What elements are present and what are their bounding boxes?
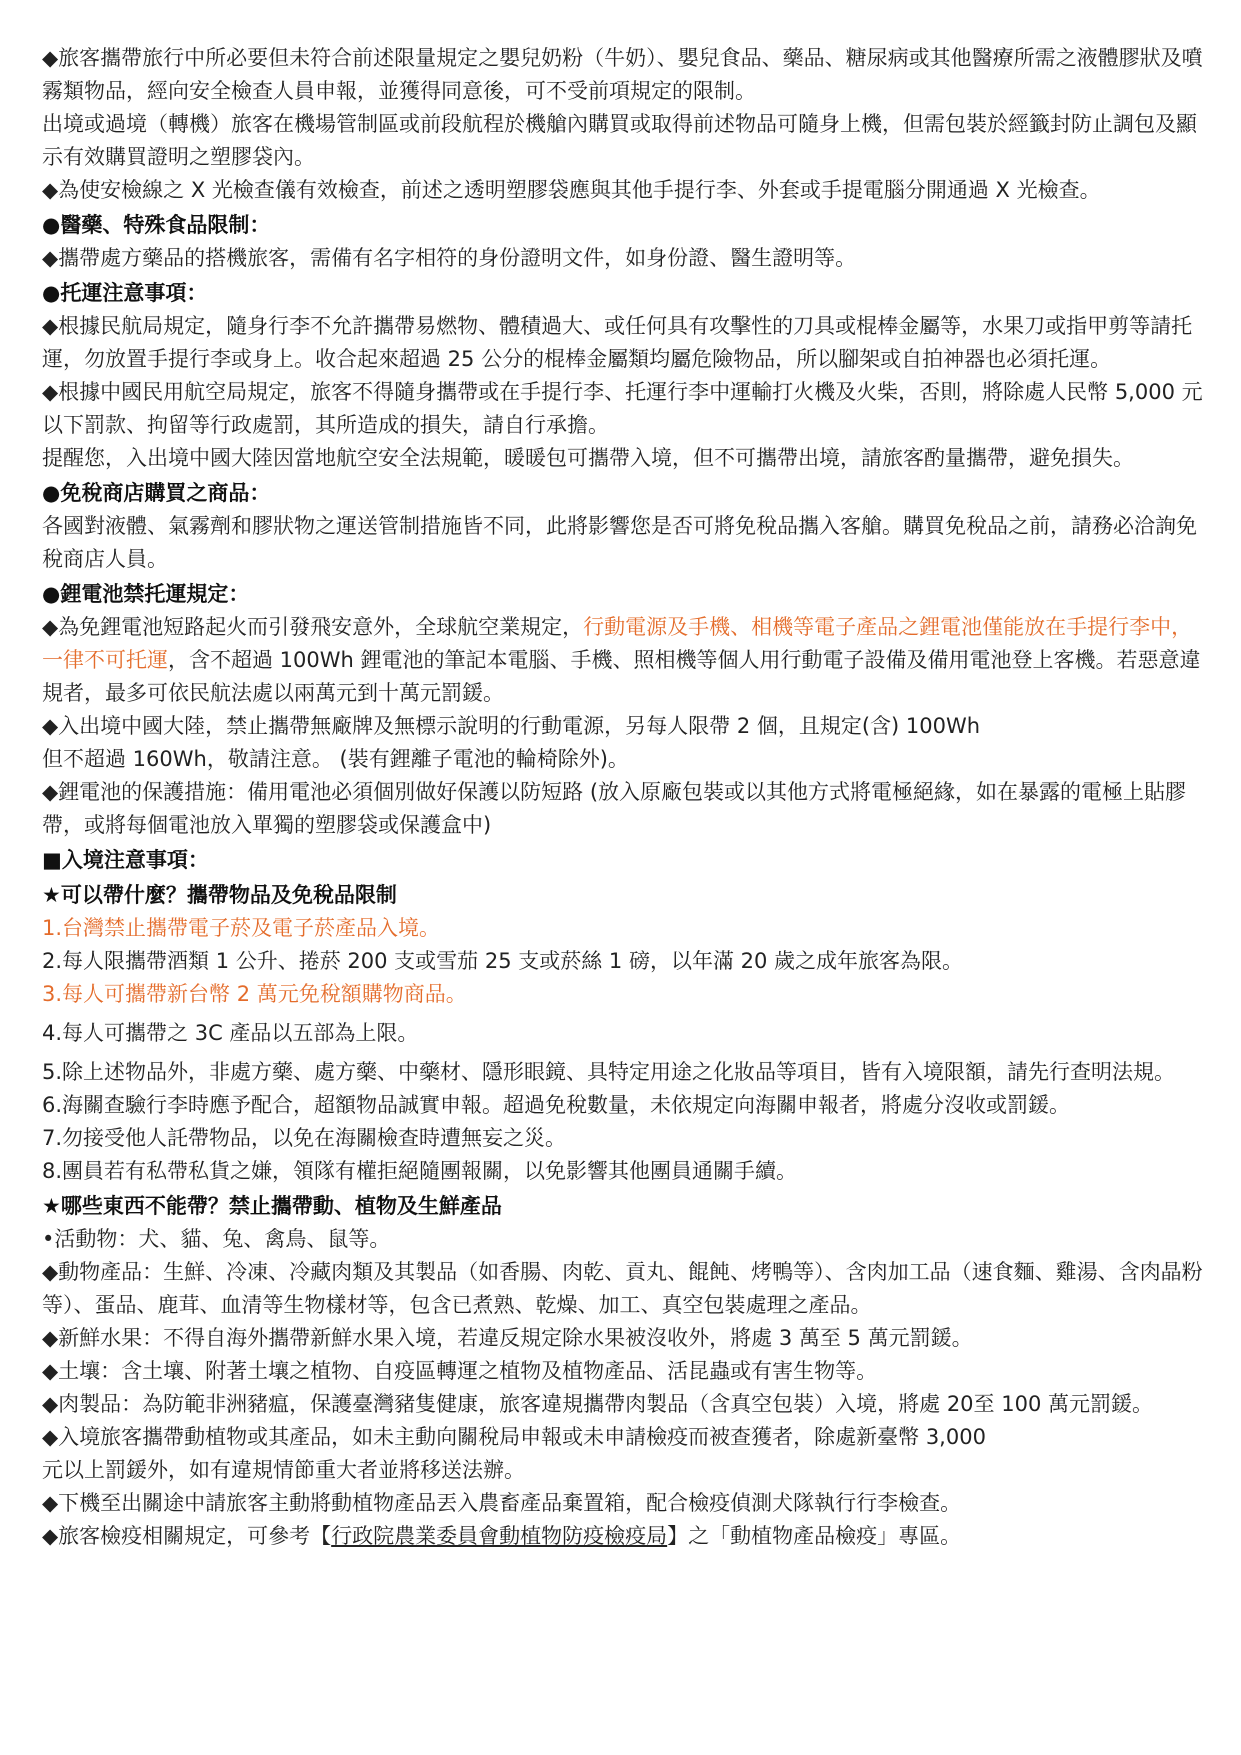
intro-paragraph-2: 出境或過境（轉機）旅客在機場管制區或前段航程於機艙內購買或取得前述物品可隨身上機，但需包裝於經籤封防止調包及顯示有效購買證明之塑膠袋內。 bbox=[42, 112, 1197, 169]
entry-item-5: 5.除上述物品外，非處方藥、處方藥、中藥材、隱形眼鏡、具特定用途之化妝品等項目，皆有入境限額，請先行查明法規。 bbox=[42, 1060, 1176, 1084]
reference-text-b: 】之「動植物產品檢疫」專區。 bbox=[667, 1524, 962, 1548]
entry-item-4: 4.每人可攜帶之 3C 產品以五部為上限。 bbox=[42, 1021, 419, 1045]
battery-heading: ●鋰電池禁托運規定： bbox=[42, 582, 250, 606]
entry-heading: ■入境注意事項： bbox=[42, 848, 209, 872]
medicine-heading: ●醫藥、特殊食品限制： bbox=[42, 213, 271, 237]
battery-text-a: ◆為免鋰電池短路起火而引發飛安意外，全球航空業規定， bbox=[42, 615, 584, 639]
dutyfree-heading: ●免稅商店購買之商品： bbox=[42, 481, 271, 505]
ban-item-2: ◆動物產品：生鮮、冷凍、冷藏肉類及其製品（如香腸、肉乾、貢丸、餛飩、烤鴨等）、含肉加工品（速食麵、雞湯、含肉晶粉等）、蛋品、鹿茸、血清等生物樣材等，包含已煮熟、乾燥、加工、真空包裝處理之產品。 bbox=[42, 1260, 1203, 1317]
entry-item-2: 2.每人限攜帶酒類 1 公升、捲菸 200 支或雪茄 25 支或菸絲 1 磅，以年滿 20 歲之成年旅客為限。 bbox=[42, 949, 964, 973]
ban-item-1: •活動物：犬、貓、兔、禽鳥、鼠等。 bbox=[42, 1227, 391, 1251]
ban-item-6: ◆入境旅客攜帶動植物或其產品，如未主動向關稅局申報或未申請檢疫而被查獲者，除處新臺幣 3,000 bbox=[42, 1425, 986, 1449]
checked-paragraph-3: 提醒您，入出境中國大陸因當地航空安全法規範，暖暖包可攜帶入境，但不可攜帶出境，請旅客酌量攜帶，避免損失。 bbox=[42, 446, 1134, 470]
battery-highlight: 行動電源及手機、相機等電子產品之鋰電池僅能放在手提行李中，一律不可托運 bbox=[42, 615, 1193, 672]
battery-paragraph-4: ◆鋰電池的保護措施：備用電池必須個別做好保護以防短路 (放入原廠包裝或以其他方式將電極絕緣，如在暴露的電極上貼膠帶，或將每個電池放入單獨的塑膠袋或保護盒中) bbox=[42, 780, 1187, 837]
reference-text-a: ◆旅客檢疫相關規定，可參考【 bbox=[42, 1524, 332, 1548]
ban-item-7: 元以上罰鍰外，如有違規情節重大者並將移送法辦。 bbox=[42, 1458, 525, 1482]
ban-item-5: ◆肉製品：為防範非洲豬瘟，保護臺灣豬隻健康，旅客違規攜帶肉製品（含真空包裝）入境，將處 20至 100 萬元罰鍰。 bbox=[42, 1392, 1153, 1416]
entry-item-1: 1.台灣禁止攜帶電子菸及電子菸產品入境。 bbox=[42, 916, 441, 940]
ban-item-8: ◆下機至出關途中請旅客主動將動植物產品丟入農畜產品棄置箱，配合檢疫偵測犬隊執行行李檢查。 bbox=[42, 1491, 962, 1515]
checked-paragraph-1: ◆根據民航局規定，隨身行李不允許攜帶易燃物、體積過大、或任何具有攻擊性的刀具或棍棒金屬等，水果刀或指甲剪等請托運，勿放置手提行李或身上。收合起來超過 25 公分的棍棒金屬類均屬危險物品，所以腳架或自拍神器也必須托運。 bbox=[42, 314, 1193, 371]
entry-item-3: 3.每人可攜帶新台幣 2 萬元免稅額購物商品。 bbox=[42, 982, 467, 1006]
battery-paragraph-3: 但不超過 160Wh，敬請注意。 (裝有鋰離子電池的輪椅除外)。 bbox=[42, 747, 629, 771]
entry-item-7: 7.勿接受他人託帶物品，以免在海關檢查時遭無妄之災。 bbox=[42, 1126, 567, 1150]
battery-paragraph-1 bbox=[42, 611, 1212, 710]
intro-paragraph-1: ◆旅客攜帶旅行中所必要但未符合前述限量規定之嬰兒奶粉（牛奶）、嬰兒食品、藥品、糖尿病或其他醫療所需之液體膠狀及噴霧類物品，經向安全檢查人員申報，並獲得同意後，可不受前項規定的限制。 bbox=[42, 46, 1203, 103]
reference-link[interactable]: 行政院農業委員會動植物防疫檢疫局 bbox=[331, 1524, 668, 1548]
battery-paragraph-2: ◆入出境中國大陸，禁止攜帶無廠牌及無標示說明的行動電源，另每人限帶 2 個，且規定(含) 100Wh bbox=[42, 714, 981, 738]
checked-baggage-heading: ●托運注意事項： bbox=[42, 281, 208, 305]
intro-paragraph-3: ◆為使安檢線之 X 光檢查儀有效檢查，前述之透明塑膠袋應與其他手提行李、外套或手提電腦分開通過 X 光檢查。 bbox=[42, 178, 1101, 202]
battery-text-c: ，含不超過 100Wh 鋰電池的筆記本電腦、手機、照相機等個人用行動電子設備及備用電池登上客機。若惡意違規者，最多可依民航法處以兩萬元到十萬元罰鍰。 bbox=[42, 648, 1201, 705]
ban-item-9 bbox=[42, 1520, 1212, 1553]
medicine-paragraph-1: ◆攜帶處方藥品的搭機旅客，需備有名字相符的身份證明文件，如身份證、醫生證明等。 bbox=[42, 246, 857, 270]
document-page bbox=[42, 42, 1212, 1553]
entry-item-8: 8.團員若有私帶私貨之嫌，領隊有權拒絕隨團報關，以免影響其他團員通關手續。 bbox=[42, 1159, 798, 1183]
entry-item-6: 6.海關查驗行李時應予配合，超額物品誠實申報。超過免稅數量，未依規定向海關申報者，將處分沒收或罰鍰。 bbox=[42, 1093, 1071, 1117]
ban-item-3: ◆新鮮水果：不得自海外攜帶新鮮水果入境，若違反規定除水果被沒收外，將處 3 萬至 5 萬元罰鍰。 bbox=[42, 1326, 973, 1350]
dutyfree-paragraph-1: 各國對液體、氣霧劑和膠狀物之運送管制措施皆不同，此將影響您是否可將免稅品攜入客艙。購買免稅品之前，請務必洽詢免稅商店人員。 bbox=[42, 514, 1197, 571]
ban-item-4: ◆土壤：含土壤、附著土壤之植物、自疫區轉運之植物及植物產品、活昆蟲或有害生物等。 bbox=[42, 1359, 878, 1383]
entry-subheading-banned: ★哪些東西不能帶？禁止攜帶動、植物及生鮮產品 bbox=[42, 1194, 502, 1218]
entry-subheading-allowed: ★可以帶什麼？攜帶物品及免稅品限制 bbox=[42, 883, 397, 907]
checked-paragraph-2: ◆根據中國民用航空局規定，旅客不得隨身攜帶或在手提行李、托運行李中運輸打火機及火柴，否則，將除處人民幣 5,000 元以下罰款、拘留等行政處罰，其所造成的損失，請自行承擔。 bbox=[42, 380, 1203, 437]
